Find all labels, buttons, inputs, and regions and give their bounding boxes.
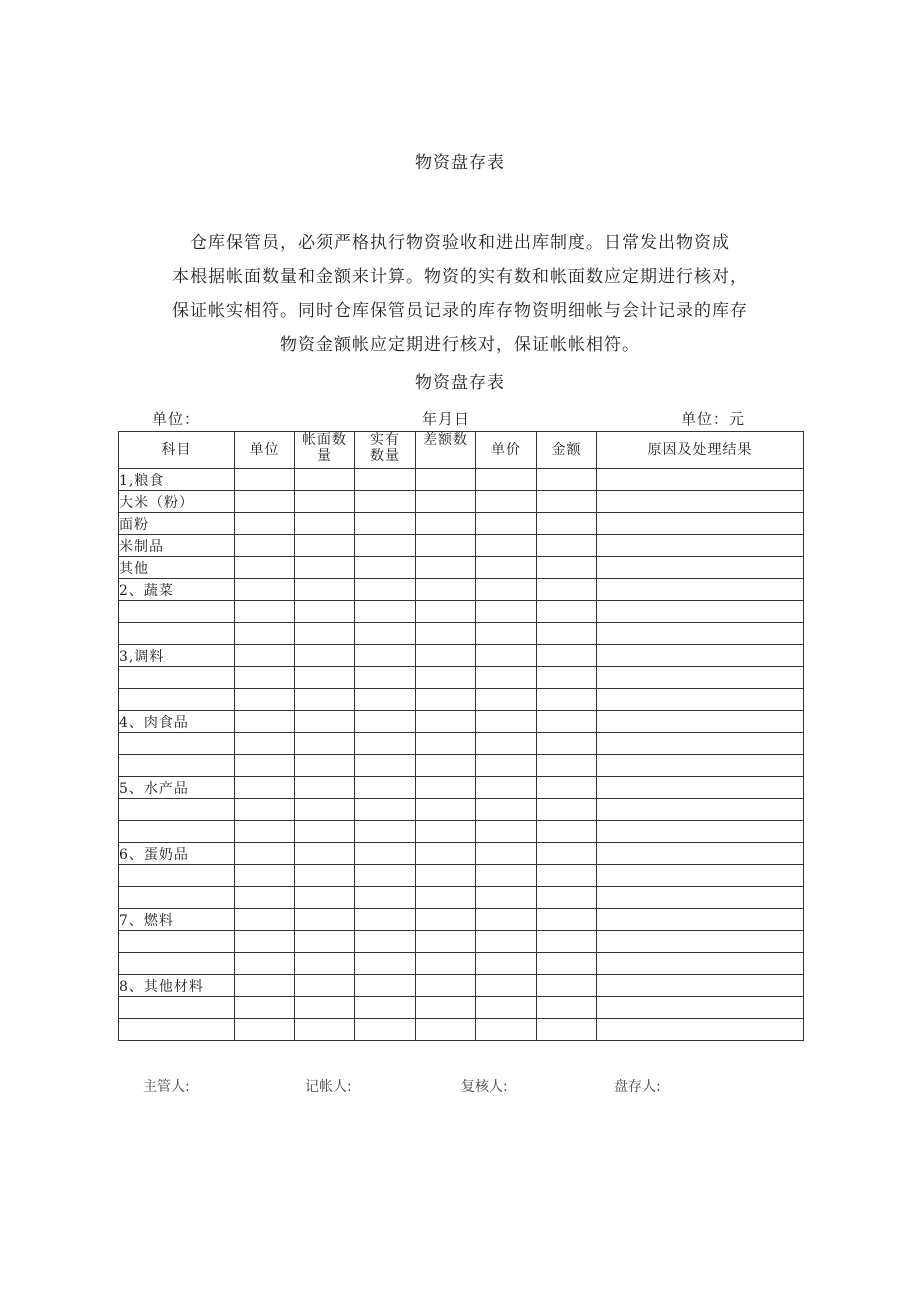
table-cell[interactable] bbox=[416, 865, 476, 887]
table-cell[interactable] bbox=[537, 623, 597, 645]
table-cell[interactable] bbox=[597, 777, 804, 799]
table-cell[interactable] bbox=[355, 953, 416, 975]
table-cell[interactable] bbox=[597, 667, 804, 689]
table-cell[interactable] bbox=[235, 953, 295, 975]
table-cell[interactable] bbox=[235, 579, 295, 601]
table-cell[interactable] bbox=[537, 755, 597, 777]
table-cell[interactable] bbox=[537, 667, 597, 689]
table-cell[interactable] bbox=[355, 557, 416, 579]
table-cell[interactable] bbox=[597, 843, 804, 865]
date-label: 年月日 bbox=[422, 410, 471, 428]
table-cell[interactable] bbox=[476, 975, 537, 997]
table-cell[interactable] bbox=[476, 469, 537, 491]
table-cell[interactable] bbox=[235, 711, 295, 733]
table-cell[interactable] bbox=[597, 909, 804, 931]
table-cell[interactable] bbox=[597, 601, 804, 623]
row-label-cell bbox=[119, 865, 235, 887]
table-cell[interactable] bbox=[597, 535, 804, 557]
table-cell[interactable] bbox=[476, 1019, 537, 1041]
table-cell[interactable] bbox=[355, 491, 416, 513]
table-cell[interactable] bbox=[355, 821, 416, 843]
table-cell[interactable] bbox=[537, 975, 597, 997]
table-cell[interactable] bbox=[295, 667, 355, 689]
table-cell[interactable] bbox=[476, 821, 537, 843]
row-label-cell bbox=[119, 821, 235, 843]
table-cell[interactable] bbox=[355, 755, 416, 777]
header-cell-reason: 原因及处理结果 bbox=[597, 432, 804, 469]
table-cell[interactable] bbox=[476, 733, 537, 755]
table-cell[interactable] bbox=[476, 535, 537, 557]
table-cell[interactable] bbox=[295, 865, 355, 887]
table-cell[interactable] bbox=[597, 513, 804, 535]
table-cell[interactable] bbox=[416, 601, 476, 623]
row-label-cell: 4、肉食品 bbox=[119, 711, 235, 733]
table-cell[interactable] bbox=[537, 865, 597, 887]
table-cell[interactable] bbox=[235, 777, 295, 799]
row-label-cell: 7、燃料 bbox=[119, 909, 235, 931]
table-cell[interactable] bbox=[537, 491, 597, 513]
table-cell[interactable] bbox=[235, 513, 295, 535]
table-cell[interactable] bbox=[416, 469, 476, 491]
table-cell[interactable] bbox=[476, 997, 537, 1019]
table-cell[interactable] bbox=[416, 1019, 476, 1041]
header-cell-book-quantity: 帐面数 量 bbox=[295, 432, 355, 469]
table-cell[interactable] bbox=[355, 865, 416, 887]
table-cell[interactable] bbox=[295, 623, 355, 645]
table-cell[interactable] bbox=[537, 887, 597, 909]
table-cell[interactable] bbox=[537, 557, 597, 579]
table-cell[interactable] bbox=[295, 1019, 355, 1041]
table-cell[interactable] bbox=[295, 645, 355, 667]
table-cell[interactable] bbox=[355, 711, 416, 733]
table-row bbox=[119, 1019, 804, 1041]
unit-label: 单位： bbox=[152, 410, 201, 428]
row-label-cell: 大米（粉） bbox=[119, 491, 235, 513]
header-row bbox=[119, 432, 804, 469]
table-cell[interactable] bbox=[235, 645, 295, 667]
row-label-cell: 6、蛋奶品 bbox=[119, 843, 235, 865]
table-row bbox=[119, 821, 804, 843]
table-row bbox=[119, 909, 804, 931]
table-row bbox=[119, 755, 804, 777]
table-cell[interactable] bbox=[295, 777, 355, 799]
table-cell[interactable] bbox=[597, 865, 804, 887]
header-cell-actual-quantity: 实有 数量 bbox=[355, 432, 416, 469]
table-row bbox=[119, 689, 804, 711]
table-cell[interactable] bbox=[295, 469, 355, 491]
table-cell[interactable] bbox=[537, 777, 597, 799]
table-cell[interactable] bbox=[537, 931, 597, 953]
table-cell[interactable] bbox=[235, 865, 295, 887]
table-cell[interactable] bbox=[355, 667, 416, 689]
table-row bbox=[119, 535, 804, 557]
table-row bbox=[119, 579, 804, 601]
table-row bbox=[119, 953, 804, 975]
table-cell[interactable] bbox=[597, 821, 804, 843]
table-cell[interactable] bbox=[476, 865, 537, 887]
table-cell[interactable] bbox=[476, 667, 537, 689]
row-label-cell bbox=[119, 755, 235, 777]
table-cell[interactable] bbox=[235, 931, 295, 953]
table-cell[interactable] bbox=[597, 557, 804, 579]
table-cell[interactable] bbox=[597, 469, 804, 491]
table-row bbox=[119, 733, 804, 755]
table-cell[interactable] bbox=[235, 909, 295, 931]
row-label-cell bbox=[119, 799, 235, 821]
table-cell[interactable] bbox=[235, 843, 295, 865]
intro-line: 仓库保管员，必须严格执行物资验收和进出库制度。日常发出物资成 bbox=[190, 233, 730, 253]
table-row bbox=[119, 623, 804, 645]
table-cell[interactable] bbox=[416, 733, 476, 755]
table-cell[interactable] bbox=[476, 689, 537, 711]
table-cell[interactable] bbox=[416, 799, 476, 821]
table-cell[interactable] bbox=[537, 1019, 597, 1041]
row-label-cell bbox=[119, 953, 235, 975]
header-cell-difference: 差额数 bbox=[416, 432, 476, 469]
table-cell[interactable] bbox=[537, 711, 597, 733]
table-cell[interactable] bbox=[476, 799, 537, 821]
table-cell[interactable] bbox=[355, 1019, 416, 1041]
table-row bbox=[119, 975, 804, 997]
table-cell[interactable] bbox=[537, 909, 597, 931]
row-label-cell: 2、蔬菜 bbox=[119, 579, 235, 601]
table-cell[interactable] bbox=[537, 601, 597, 623]
table-cell[interactable] bbox=[355, 997, 416, 1019]
table-cell[interactable] bbox=[416, 777, 476, 799]
table-cell[interactable] bbox=[235, 887, 295, 909]
table-cell[interactable] bbox=[295, 733, 355, 755]
table-cell[interactable] bbox=[416, 667, 476, 689]
table-row bbox=[119, 601, 804, 623]
table-cell[interactable] bbox=[295, 909, 355, 931]
table-cell[interactable] bbox=[476, 755, 537, 777]
table-cell[interactable] bbox=[235, 689, 295, 711]
table-row bbox=[119, 997, 804, 1019]
table-cell[interactable] bbox=[235, 755, 295, 777]
table-cell[interactable] bbox=[235, 975, 295, 997]
row-label-cell: 3,调料 bbox=[119, 645, 235, 667]
table-cell[interactable] bbox=[537, 645, 597, 667]
table-cell[interactable] bbox=[416, 513, 476, 535]
row-label-cell: 8、其他材料 bbox=[119, 975, 235, 997]
table-cell[interactable] bbox=[537, 689, 597, 711]
row-label-cell bbox=[119, 623, 235, 645]
table-cell[interactable] bbox=[476, 777, 537, 799]
table-cell[interactable] bbox=[235, 601, 295, 623]
table-row bbox=[119, 799, 804, 821]
table-cell[interactable] bbox=[355, 469, 416, 491]
table-row bbox=[119, 777, 804, 799]
table-cell[interactable] bbox=[295, 557, 355, 579]
table-cell[interactable] bbox=[295, 953, 355, 975]
row-label-cell: 5、水产品 bbox=[119, 777, 235, 799]
table-cell[interactable] bbox=[476, 931, 537, 953]
table-cell[interactable] bbox=[416, 557, 476, 579]
table-cell[interactable] bbox=[476, 645, 537, 667]
table-cell[interactable] bbox=[355, 623, 416, 645]
table-cell[interactable] bbox=[537, 843, 597, 865]
table-cell[interactable] bbox=[295, 689, 355, 711]
table-cell[interactable] bbox=[597, 579, 804, 601]
table-cell[interactable] bbox=[295, 535, 355, 557]
table-cell[interactable] bbox=[537, 513, 597, 535]
table-cell[interactable] bbox=[355, 645, 416, 667]
table-cell[interactable] bbox=[537, 579, 597, 601]
currency-label: 单位：元 bbox=[681, 410, 746, 428]
table-cell[interactable] bbox=[355, 689, 416, 711]
header-cell-unit-price: 单价 bbox=[476, 432, 537, 469]
table-row bbox=[119, 557, 804, 579]
table-row bbox=[119, 843, 804, 865]
table-cell[interactable] bbox=[537, 997, 597, 1019]
table-cell[interactable] bbox=[416, 711, 476, 733]
table-cell[interactable] bbox=[537, 535, 597, 557]
table-cell[interactable] bbox=[355, 733, 416, 755]
table-cell[interactable] bbox=[235, 667, 295, 689]
table-cell[interactable] bbox=[476, 887, 537, 909]
table-cell[interactable] bbox=[597, 799, 804, 821]
table-cell[interactable] bbox=[295, 931, 355, 953]
table-cell[interactable] bbox=[416, 909, 476, 931]
table-row bbox=[119, 887, 804, 909]
table-cell[interactable] bbox=[295, 821, 355, 843]
table-row bbox=[119, 513, 804, 535]
table-cell[interactable] bbox=[235, 997, 295, 1019]
intro-line: 保证帐实相符。同时仓库保管员记录的库存物资明细帐与会计记录的库存 bbox=[172, 301, 748, 321]
table-cell[interactable] bbox=[597, 975, 804, 997]
table-row bbox=[119, 491, 804, 513]
table-cell[interactable] bbox=[476, 579, 537, 601]
table-cell[interactable] bbox=[476, 909, 537, 931]
table-cell[interactable] bbox=[416, 755, 476, 777]
table-row bbox=[119, 711, 804, 733]
signature-supervisor: 主管人: bbox=[143, 1079, 190, 1095]
row-label-cell: 其他 bbox=[119, 557, 235, 579]
table-cell[interactable] bbox=[235, 535, 295, 557]
signature-inventory-taker: 盘存人: bbox=[614, 1079, 661, 1095]
table-cell[interactable] bbox=[416, 623, 476, 645]
table-title: 物资盘存表 bbox=[415, 373, 505, 393]
intro-paragraph bbox=[130, 226, 790, 362]
table-cell[interactable] bbox=[355, 535, 416, 557]
table-cell[interactable] bbox=[235, 469, 295, 491]
table-cell[interactable] bbox=[476, 843, 537, 865]
table-cell[interactable] bbox=[416, 689, 476, 711]
table-cell[interactable] bbox=[597, 645, 804, 667]
table-cell[interactable] bbox=[235, 1019, 295, 1041]
table-cell[interactable] bbox=[295, 601, 355, 623]
intro-line: 物资金额帐应定期进行核对，保证帐帐相符。 bbox=[280, 335, 640, 355]
table-cell[interactable] bbox=[416, 953, 476, 975]
table-cell[interactable] bbox=[476, 711, 537, 733]
intro-line: 本根据帐面数量和金额来计算。物资的实有数和帐面数应定期进行核对， bbox=[172, 267, 748, 287]
table-row bbox=[119, 667, 804, 689]
header-cell-amount: 金额 bbox=[537, 432, 597, 469]
table-cell[interactable] bbox=[416, 645, 476, 667]
row-label-cell bbox=[119, 601, 235, 623]
table-cell[interactable] bbox=[295, 755, 355, 777]
table-cell[interactable] bbox=[355, 579, 416, 601]
signature-reviewer: 复核人: bbox=[461, 1079, 508, 1095]
table-cell[interactable] bbox=[597, 733, 804, 755]
table-cell[interactable] bbox=[235, 799, 295, 821]
table-cell[interactable] bbox=[295, 579, 355, 601]
header-cell-unit: 单位 bbox=[235, 432, 295, 469]
document-title: 物资盘存表 bbox=[415, 153, 505, 173]
table-cell[interactable] bbox=[355, 513, 416, 535]
table-cell[interactable] bbox=[295, 513, 355, 535]
table-cell[interactable] bbox=[416, 975, 476, 997]
row-label-cell bbox=[119, 887, 235, 909]
table-cell[interactable] bbox=[597, 689, 804, 711]
table-cell[interactable] bbox=[295, 975, 355, 997]
table-row bbox=[119, 469, 804, 491]
table-cell[interactable] bbox=[476, 491, 537, 513]
table-cell[interactable] bbox=[235, 491, 295, 513]
table-cell[interactable] bbox=[416, 535, 476, 557]
table-cell[interactable] bbox=[416, 997, 476, 1019]
table-cell[interactable] bbox=[597, 1019, 804, 1041]
table-cell[interactable] bbox=[597, 887, 804, 909]
table-cell[interactable] bbox=[355, 909, 416, 931]
table-cell[interactable] bbox=[537, 733, 597, 755]
table-cell[interactable] bbox=[295, 491, 355, 513]
table-cell[interactable] bbox=[295, 711, 355, 733]
table-row bbox=[119, 931, 804, 953]
table-row bbox=[119, 645, 804, 667]
table-cell[interactable] bbox=[537, 799, 597, 821]
table-cell[interactable] bbox=[295, 843, 355, 865]
table-cell[interactable] bbox=[416, 931, 476, 953]
table-cell[interactable] bbox=[416, 843, 476, 865]
table-cell[interactable] bbox=[597, 711, 804, 733]
table-cell[interactable] bbox=[355, 777, 416, 799]
table-cell[interactable] bbox=[537, 821, 597, 843]
table-cell[interactable] bbox=[476, 953, 537, 975]
row-label-cell: 1,粮食 bbox=[119, 469, 235, 491]
row-label-cell: 米制品 bbox=[119, 535, 235, 557]
table-cell[interactable] bbox=[235, 623, 295, 645]
table-cell[interactable] bbox=[476, 623, 537, 645]
table-row bbox=[119, 865, 804, 887]
table-cell[interactable] bbox=[476, 601, 537, 623]
table-cell[interactable] bbox=[355, 931, 416, 953]
table-cell[interactable] bbox=[597, 491, 804, 513]
row-label-cell bbox=[119, 997, 235, 1019]
row-label-cell bbox=[119, 733, 235, 755]
table-body bbox=[119, 469, 804, 1041]
table-cell[interactable] bbox=[597, 623, 804, 645]
table-cell[interactable] bbox=[476, 513, 537, 535]
table-cell[interactable] bbox=[416, 491, 476, 513]
table-cell[interactable] bbox=[597, 755, 804, 777]
row-label-cell: 面粉 bbox=[119, 513, 235, 535]
table-cell[interactable] bbox=[416, 887, 476, 909]
table-cell[interactable] bbox=[416, 821, 476, 843]
row-label-cell bbox=[119, 1019, 235, 1041]
table-cell[interactable] bbox=[235, 733, 295, 755]
table-cell[interactable] bbox=[355, 843, 416, 865]
table-cell[interactable] bbox=[597, 953, 804, 975]
header-cell-subject: 科目 bbox=[119, 432, 235, 469]
table-cell[interactable] bbox=[355, 601, 416, 623]
table-cell[interactable] bbox=[416, 579, 476, 601]
row-label-cell bbox=[119, 931, 235, 953]
table-cell[interactable] bbox=[295, 887, 355, 909]
table-cell[interactable] bbox=[355, 975, 416, 997]
row-label-cell bbox=[119, 689, 235, 711]
row-label-cell bbox=[119, 667, 235, 689]
table-cell[interactable] bbox=[295, 997, 355, 1019]
table-cell[interactable] bbox=[597, 997, 804, 1019]
table-cell[interactable] bbox=[476, 557, 537, 579]
table-cell[interactable] bbox=[235, 821, 295, 843]
table-cell[interactable] bbox=[295, 799, 355, 821]
signature-bookkeeper: 记帐人: bbox=[305, 1079, 352, 1095]
table-cell[interactable] bbox=[537, 953, 597, 975]
table-cell[interactable] bbox=[537, 469, 597, 491]
table-cell[interactable] bbox=[355, 799, 416, 821]
table-cell[interactable] bbox=[597, 931, 804, 953]
table-cell[interactable] bbox=[355, 887, 416, 909]
inventory-table bbox=[118, 431, 804, 1041]
table-cell[interactable] bbox=[235, 557, 295, 579]
